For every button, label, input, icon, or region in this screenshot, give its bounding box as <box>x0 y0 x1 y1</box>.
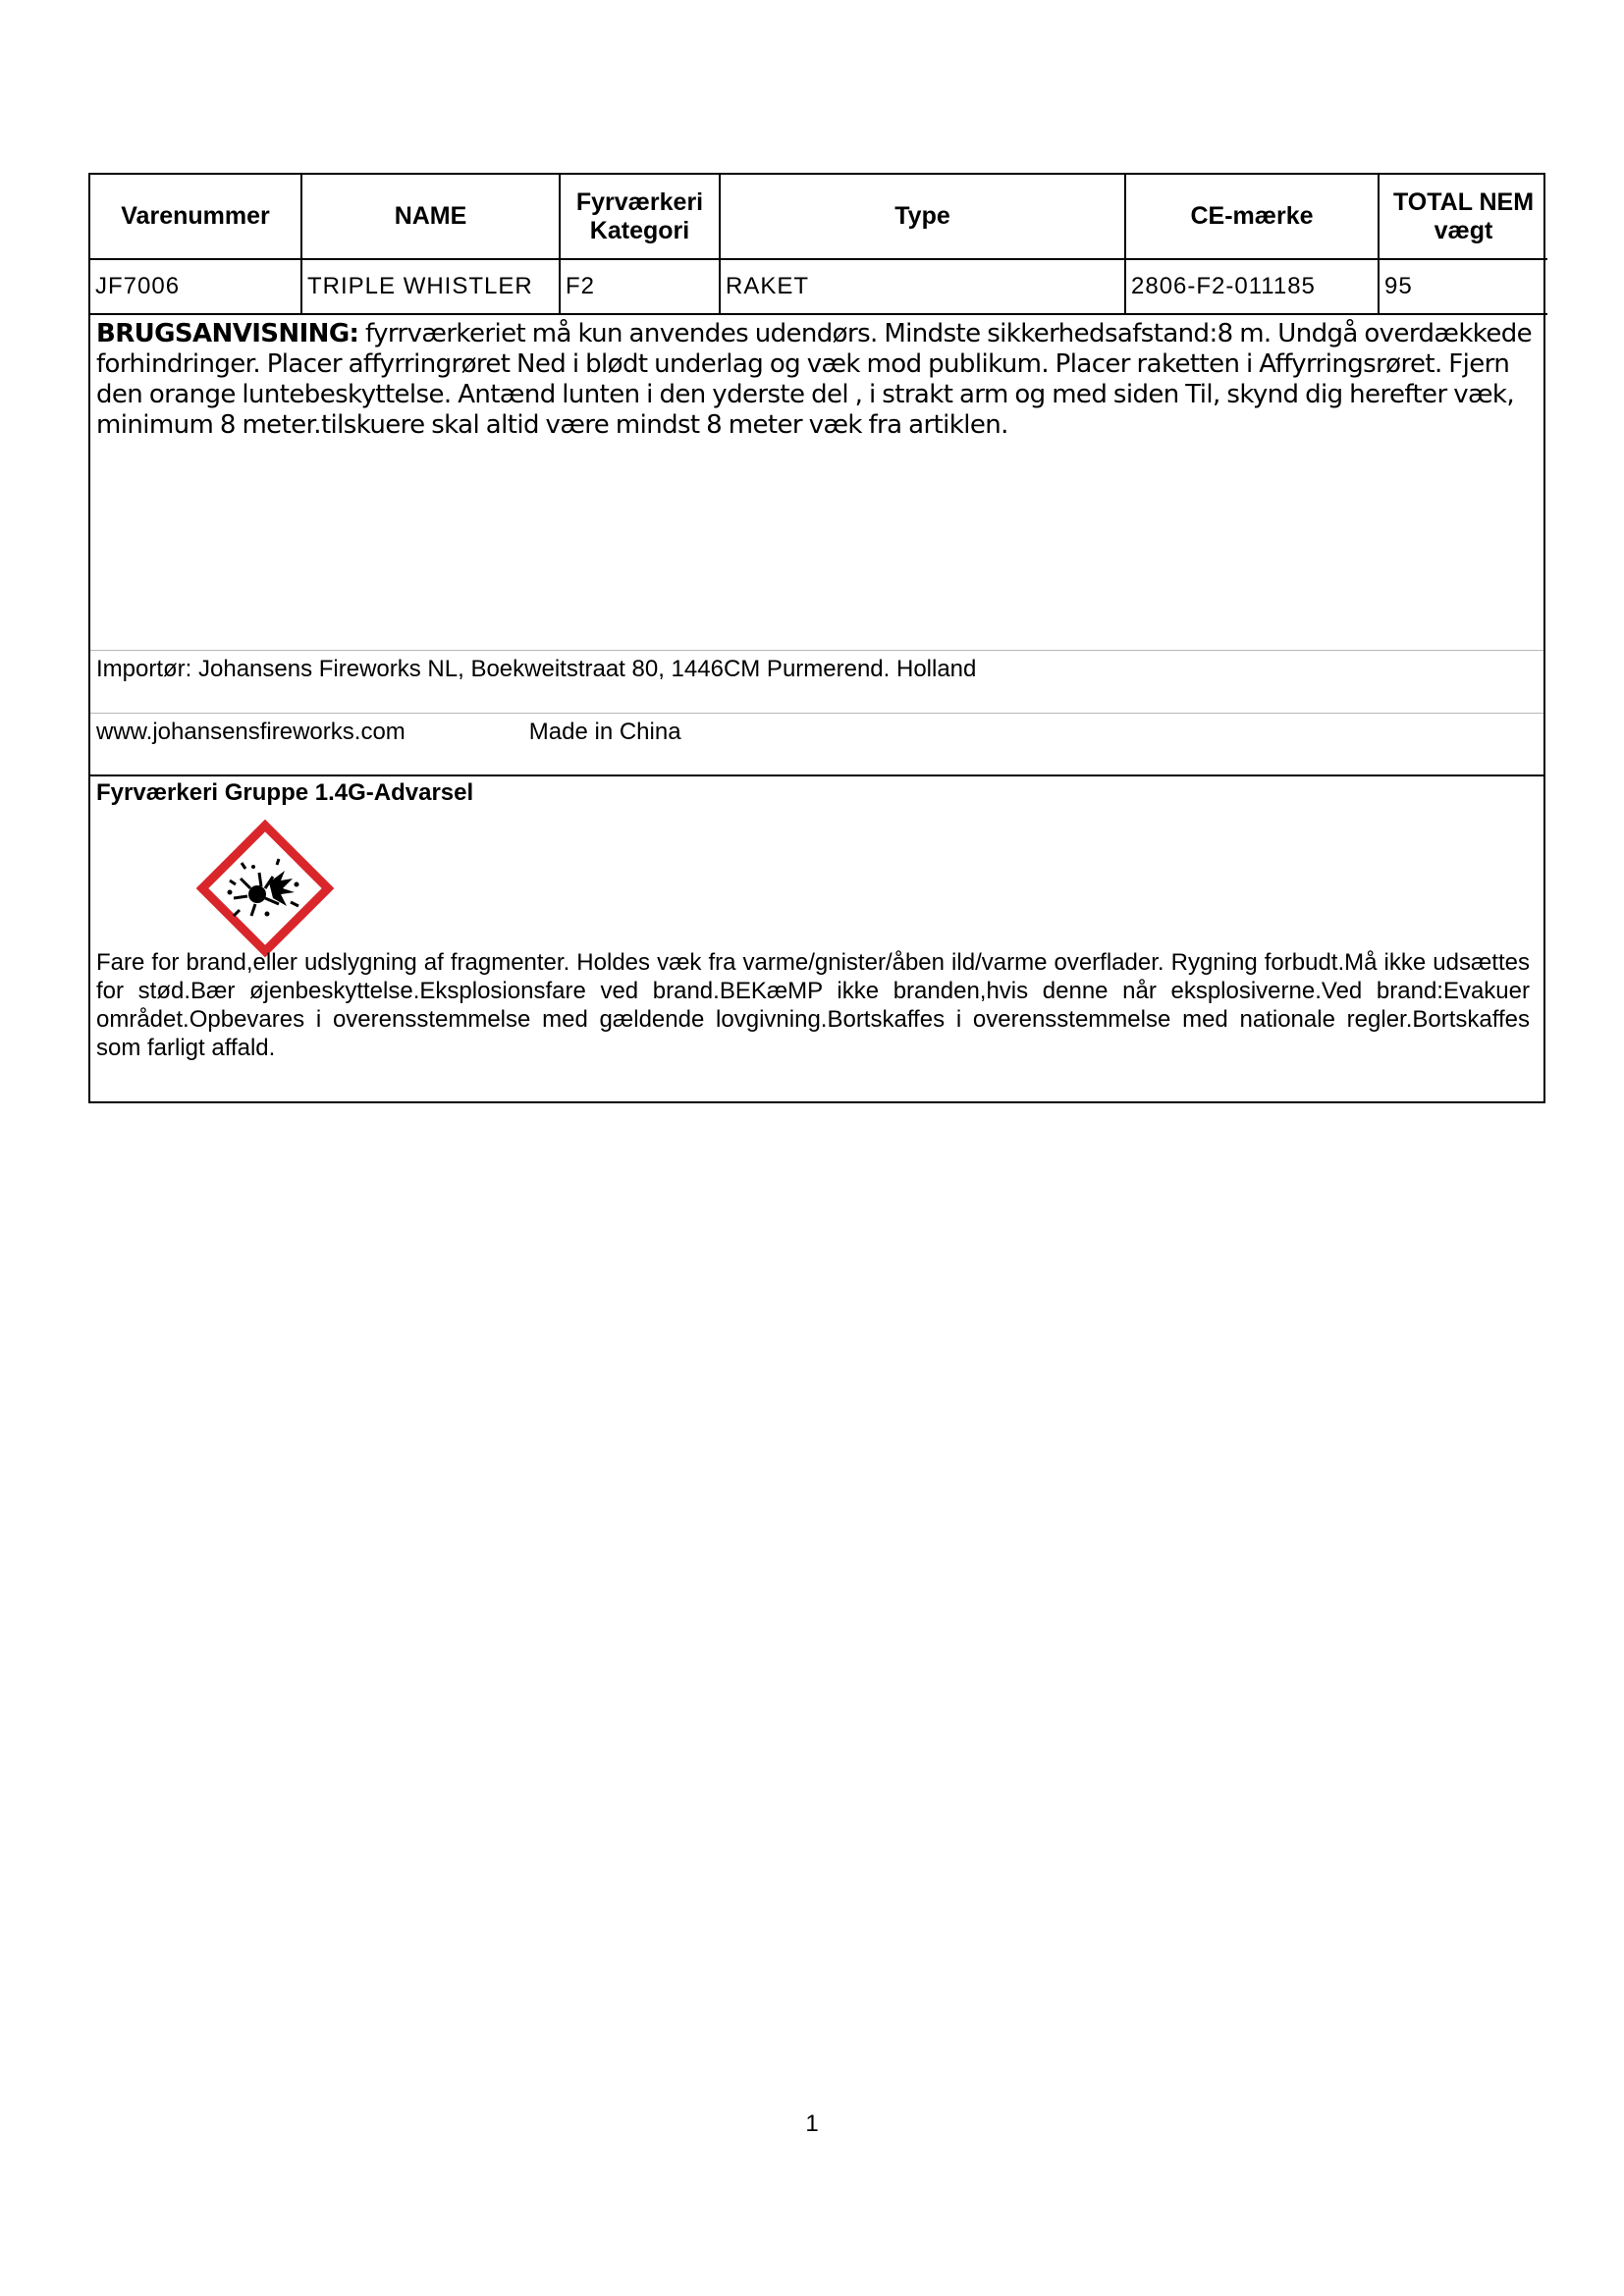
cell-nem-weight: 95 <box>1379 259 1547 314</box>
explosive-pictogram-icon <box>196 820 334 957</box>
warning-section <box>90 774 1543 1101</box>
header-item-number: Varenummer <box>90 175 301 259</box>
header-name: NAME <box>301 175 560 259</box>
warning-text: Fare for brand,eller udslygning af fragmenter. Holdes væk fra varme/gnister/åben ild/varme overflader. Rygning forbudt.Må ikke udsættes for stød.Bær øjenbeskyttelse.Eksplosionsfare ved brand.BEKæMP ikke branden,hvis denne når eksplosiverne.Ved brand:Evakuer området.Opbevares i overensstemmelse med gældende lovgivning.Bortskaffes i overensstemmelse med nationale regler.Bortskaffes som farligt affald. <box>96 949 1530 1061</box>
usage-text: fyrrværkeriet må kun anvendes udendørs. Mindste sikkerhedsafstand:8 m. Undgå overdækkede forhindringer. Placer affyrringrøret Ned i blødt underlag og væk mod publikum. Placer raketten i Affyrringsrøret. Fjern den orange luntebeskyttelse. Antænd lunten i den yderste del , i strakt arm og med siden Til, skynd dig herefter væk, minimum 8 meter.tilskuere skal altid være mindst 8 meter væk fra artiklen. <box>96 319 1533 440</box>
usage-label: BRUGSANVISNING: <box>96 319 359 348</box>
website-text: www.johansensfireworks.com <box>96 719 406 745</box>
cell-ce-mark: 2806-F2-011185 <box>1125 259 1379 314</box>
usage-instructions <box>90 315 1543 650</box>
header-nem-weight: TOTAL NEM vægt <box>1379 175 1547 259</box>
table-header-row <box>90 175 1547 259</box>
made-in-text: Made in China <box>528 719 681 745</box>
table-row <box>90 259 1547 314</box>
page-number: 1 <box>805 2110 819 2137</box>
warning-title: Fyrværkeri Gruppe 1.4G-Advarsel <box>96 779 474 806</box>
header-ce-mark: CE-mærke <box>1125 175 1379 259</box>
importer-line: Importør: Johansens Fireworks NL, Boekweitstraat 80, 1446CM Purmerend. Holland <box>90 650 1543 713</box>
cell-name: TRIPLE WHISTLER <box>301 259 560 314</box>
website-line <box>90 713 1543 774</box>
header-type: Type <box>720 175 1125 259</box>
cell-type: RAKET <box>720 259 1125 314</box>
header-category: Fyrværkeri Kategori <box>560 175 720 259</box>
product-spec-table <box>90 175 1547 315</box>
cell-item-number: JF7006 <box>90 259 301 314</box>
product-label-sheet <box>88 173 1545 1103</box>
cell-category: F2 <box>560 259 720 314</box>
